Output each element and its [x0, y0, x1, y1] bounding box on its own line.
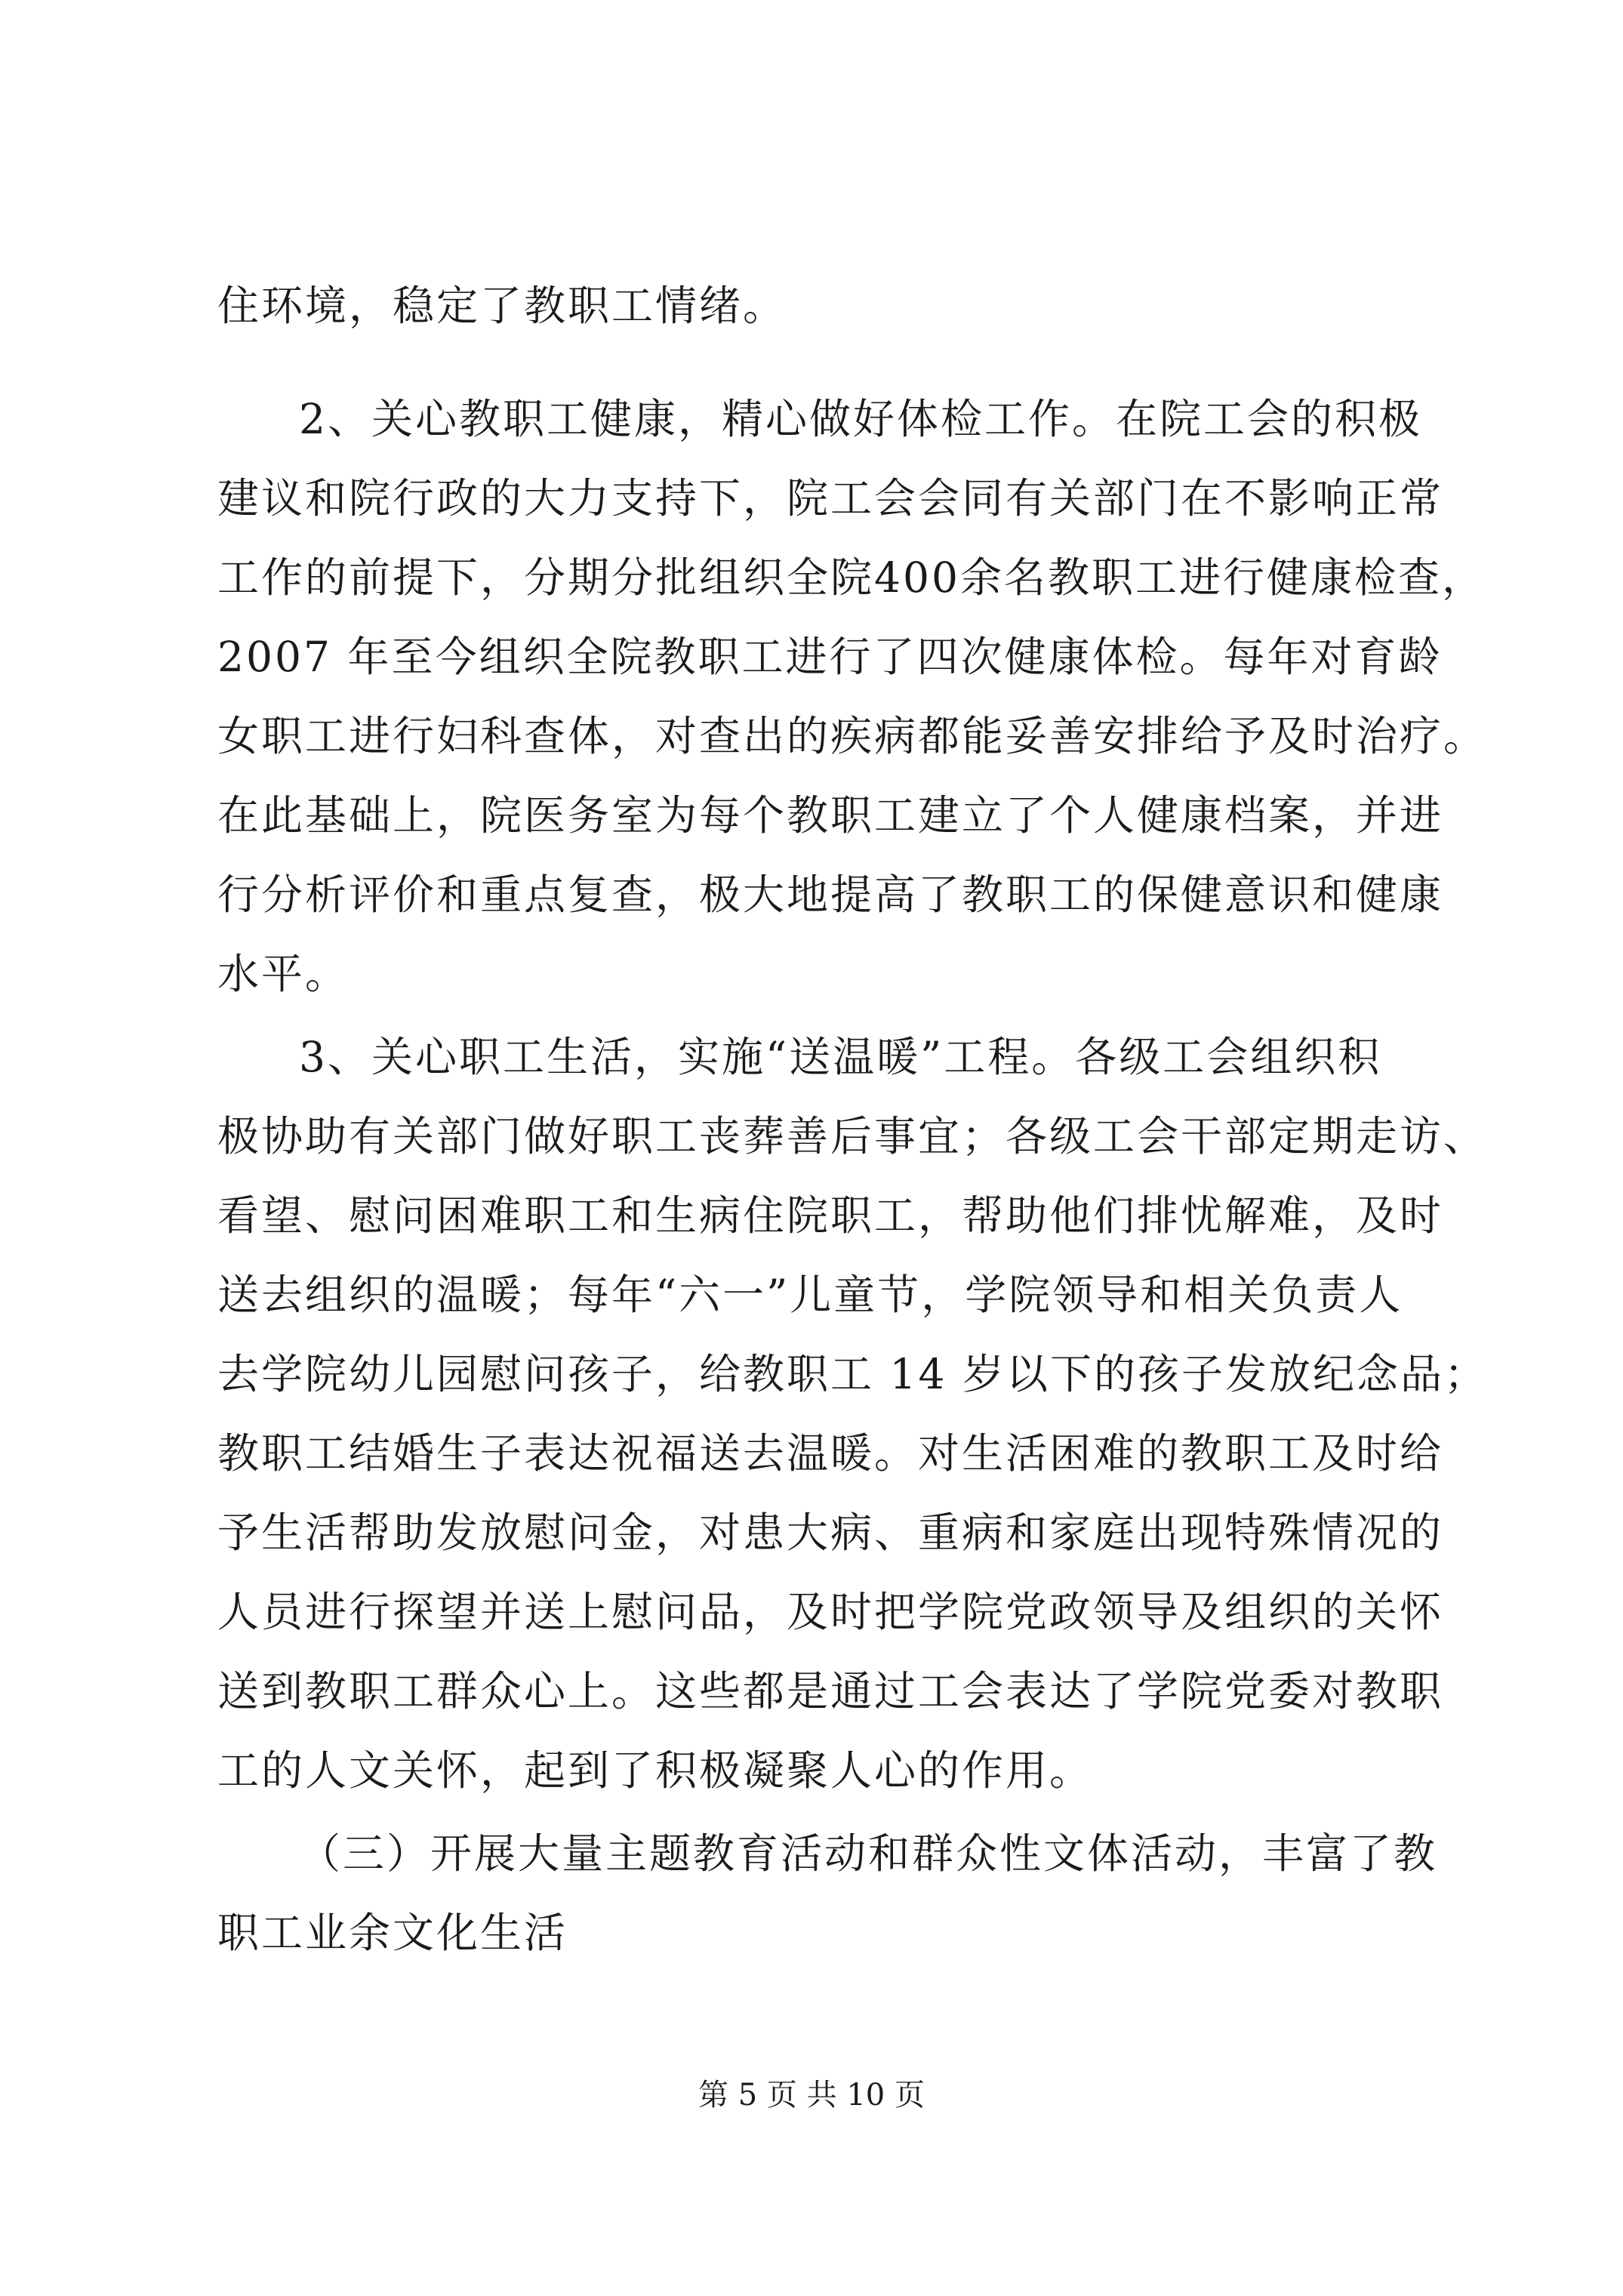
text-line: 3、关心职工生活，实施“送温暖”工程。各级工会组织积: [299, 1033, 1382, 1081]
text-line: 住环境，稳定了教职工情绪。: [217, 282, 787, 330]
text-line: 行分析评价和重点复查，极大地提高了教职工的保健意识和健康: [217, 871, 1444, 919]
text-line: 2007 年至今组织全院教职工进行了四次健康体检。每年对育龄: [217, 633, 1443, 681]
text-line: 2、关心教职工健康，精心做好体检工作。在院工会的积极: [299, 395, 1422, 443]
text-line: 去学院幼儿园慰问孩子，给教职工 14 岁以下的孩子发放纪念品；: [217, 1350, 1488, 1398]
text-line: 人员进行探望并送上慰问品，及时把学院党政领导及组织的关怀: [217, 1588, 1444, 1636]
text-line: 予生活帮助发放慰问金，对患大病、重病和家庭出现特殊情况的: [217, 1509, 1444, 1557]
text-line: 工作的前提下，分期分批组织全院400余名教职工进行健康检查，: [217, 553, 1486, 602]
text-line: 职工业余文化生活: [217, 1909, 568, 1957]
text-line: 水平。: [217, 950, 350, 998]
text-line: 在此基础上，院医务室为每个教职工建立了个人健康档案，并进: [217, 791, 1444, 840]
page-number-footer: 第 5 页 共 10 页: [698, 2078, 925, 2113]
text-line: 女职工进行妇科查体，对查出的疾病都能妥善安排给予及时治疗。: [217, 712, 1488, 760]
text-line: （三）开展大量主题教育活动和群众性文体活动，丰富了教: [299, 1829, 1438, 1878]
text-line: 极协助有关部门做好职工丧葬善后事宜；各级工会干部定期走访、: [217, 1112, 1488, 1160]
text-line: 送去组织的温暖；每年“六一”儿童节，学院领导和相关负责人: [217, 1271, 1403, 1319]
text-line: 工的人文关怀，起到了积极凝聚人心的作用。: [217, 1746, 1094, 1795]
text-line: 建议和院行政的大力支持下，院工会会同有关部门在不影响正常: [217, 474, 1444, 522]
text-line: 教职工结婚生子表达祝福送去温暖。对生活困难的教职工及时给: [217, 1429, 1444, 1478]
text-line: 送到教职工群众心上。这些都是通过工会表达了学院党委对教职: [217, 1667, 1444, 1715]
text-line: 看望、慰问困难职工和生病住院职工，帮助他们排忧解难，及时: [217, 1191, 1444, 1240]
